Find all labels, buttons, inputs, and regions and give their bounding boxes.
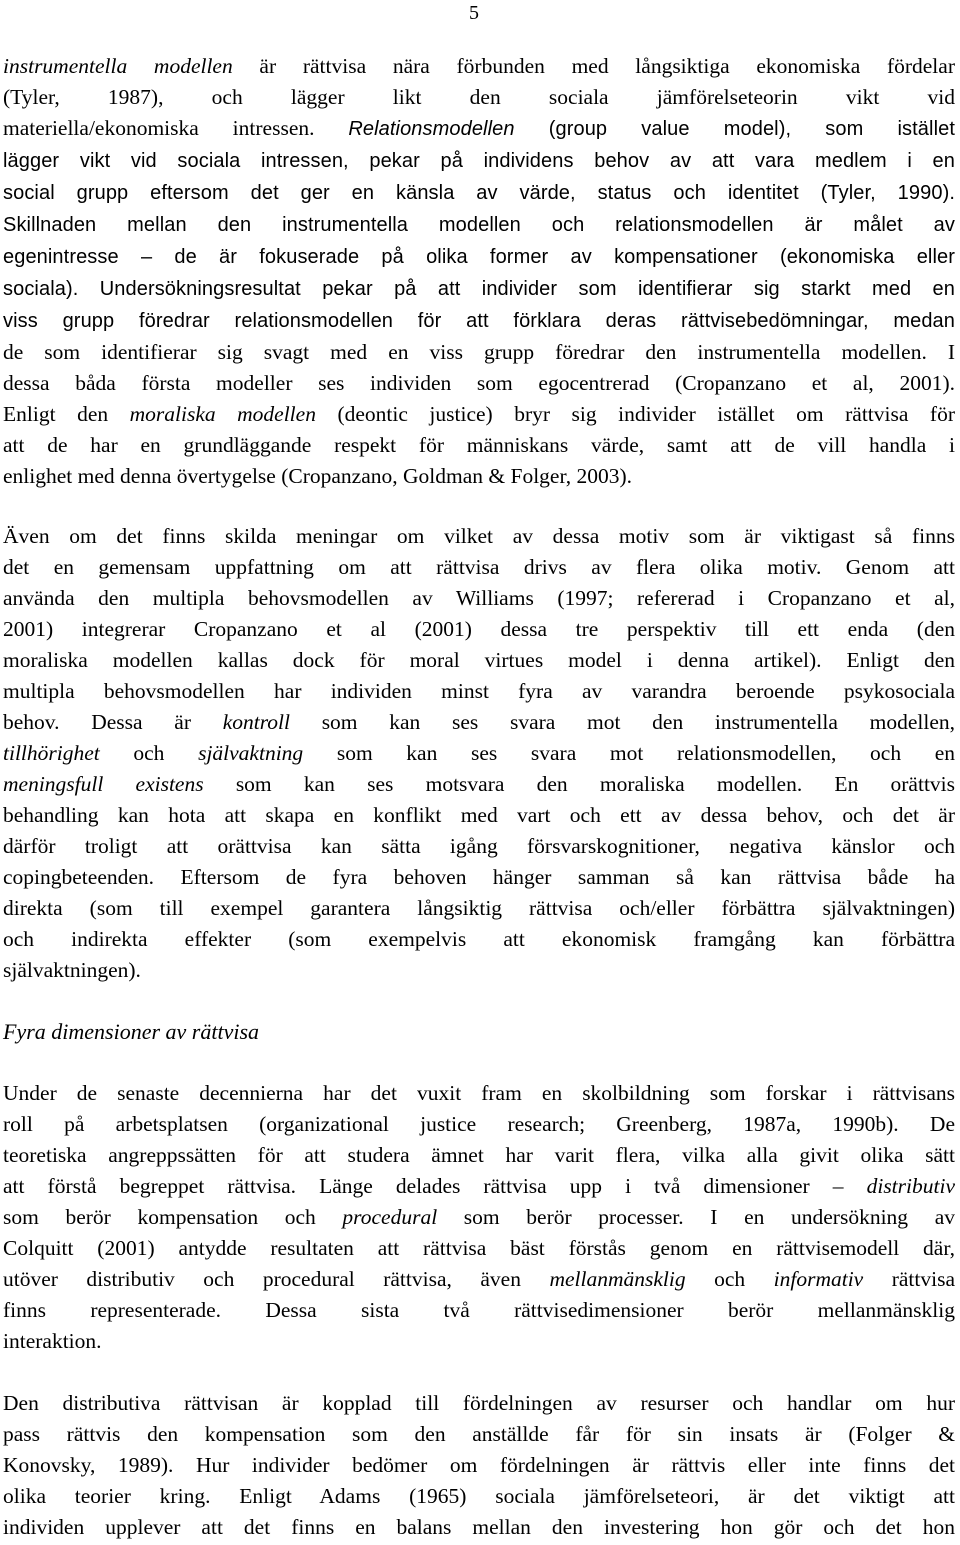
text-line	[3, 1078, 955, 1109]
text-line	[3, 614, 955, 645]
emphasized-term: informativ	[773, 1267, 864, 1291]
text-line	[3, 955, 955, 986]
text-line	[3, 430, 955, 461]
text-segment: egenintresse – de är fokuserade på olika former av kompensationer (ekonomiska eller	[3, 246, 955, 268]
emphasized-term: instrumentella modellen	[3, 54, 233, 78]
text-segment: och	[99, 741, 199, 765]
text-line	[3, 1171, 955, 1202]
text-segment: behandling kan hota att skapa en konflikt med vart och ett av dessa behov, och det är	[3, 803, 955, 827]
emphasized-term: mellanmänsklig	[549, 1267, 686, 1291]
text-line	[3, 831, 955, 862]
text-segment: dessa båda första modeller ses individen som egocentrerad (Cropanzano et al, 2001).	[3, 371, 955, 395]
text-segment: Colquitt (2001) antydde resultaten att rättvisa bäst förstås genom en rättvisemodell där,	[3, 1236, 955, 1260]
text-line	[3, 707, 955, 738]
text-line	[3, 676, 955, 707]
text-segment: därför troligt att orättvisa kan sätta igång försvarskognitioner, negativa känslor och	[3, 834, 955, 858]
text-segment: roll på arbetsplatsen (organizational justice research; Greenberg, 1987a, 1990b). De	[3, 1112, 955, 1136]
paragraph-3	[3, 1078, 955, 1357]
text-segment: rättvisa	[863, 1267, 955, 1291]
text-line	[3, 1109, 955, 1140]
text-segment: (deontic justice) bryr sig individer istället om rättvisa för	[315, 402, 955, 426]
text-line	[3, 461, 955, 492]
text-line	[3, 583, 955, 614]
text-segment: sociala).	[3, 278, 79, 300]
text-line	[3, 1264, 955, 1295]
text-line	[3, 399, 955, 430]
emphasized-term: moraliska modellen	[129, 402, 316, 426]
text-line	[3, 209, 955, 241]
text-segment: lägger vikt vid sociala intressen, pekar på individens behov av att vara medlem i en	[3, 150, 955, 172]
text-line	[3, 521, 955, 552]
text-segment: det en gemensam uppfattning om att rättvisa drivs av flera olika motiv. Genom att	[3, 555, 955, 579]
text-segment: multipla behovsmodellen har individen minst fyra av varandra beroende psykosociala	[3, 679, 955, 703]
text-line	[3, 769, 955, 800]
text-line	[3, 145, 955, 177]
text-line	[3, 1388, 955, 1419]
text-segment: 2001) integrerar Cropanzano et al (2001) dessa tre perspektiv till ett enda (den	[3, 617, 955, 641]
text-segment: är rättvisa nära förbunden med långsiktiga ekonomiska fördelar	[232, 54, 955, 78]
text-line	[3, 1233, 955, 1264]
text-segment: Under de senaste decennierna har det vuxit fram en skolbildning som forskar i rättvisans	[3, 1081, 955, 1105]
text-segment: behov. Dessa är	[3, 710, 223, 734]
text-segment: (Tyler, 1987), och lägger likt den sociala jämförelseteorin vikt vid	[3, 85, 955, 109]
text-segment: viss grupp föredrar relationsmodellen för att förklara deras rättvisebedömningar, medan	[3, 310, 955, 332]
text-segment: som kan ses svara mot den instrumentella modellen,	[289, 710, 955, 734]
text-segment: som berör processer. I en undersökning av	[437, 1205, 955, 1229]
text-line	[3, 1419, 955, 1450]
emphasized-term: meningsfull existens	[3, 772, 204, 796]
text-line	[3, 1202, 955, 1233]
text-line	[3, 51, 955, 82]
text-segment: som kan ses motsvara den moraliska modellen. En orättvis	[203, 772, 956, 796]
text-segment: använda den multipla behovsmodellen av Williams (1997; refererad i Cropanzano et al,	[3, 586, 955, 610]
emphasized-term: kontroll	[222, 710, 290, 734]
page-number: 5	[469, 2, 479, 24]
text-line	[3, 241, 955, 273]
text-line	[3, 893, 955, 924]
text-segment: teoretiska angreppssätten för att studera ämnet har varit flera, vilka alla givit olika sätt	[3, 1143, 955, 1167]
text-segment: utöver distributiv och procedural rättvisa, även	[3, 1267, 550, 1291]
emphasized-term: självaktning	[198, 741, 304, 765]
paragraph-4	[3, 1388, 955, 1543]
text-segment: direkta (som till exempel garantera långsiktig rättvisa och/eller förbättra självaktningen)	[3, 896, 955, 920]
text-line	[3, 1140, 955, 1171]
text-segment: materiella/ekonomiska intressen.	[3, 116, 349, 140]
text-line	[3, 645, 955, 676]
text-segment: som kan ses svara mot relationsmodellen, och en	[303, 741, 956, 765]
text-line	[3, 368, 955, 399]
text-segment: självaktningen).	[3, 958, 141, 982]
text-line	[3, 305, 955, 337]
text-line	[3, 177, 955, 209]
text-segment: social grupp eftersom det ger en känsla av värde, status och identitet (Tyler, 1990).	[3, 182, 955, 204]
text-segment: copingbeteenden. Eftersom de fyra behoven hänger samman så kan rättvisa både ha	[3, 865, 955, 889]
text-segment: olika teorier kring. Enligt Adams (1965) sociala jämförelseteori, är det viktigt att	[3, 1484, 955, 1508]
section-heading: Fyra dimensioner av rättvisa	[3, 1019, 260, 1044]
text-segment: moraliska modellen kallas dock för moral virtues model i denna artikel). Enligt den	[3, 648, 955, 672]
paragraph-2	[3, 521, 955, 986]
emphasized-term: Relationsmodellen	[348, 118, 515, 140]
emphasized-term: procedural	[342, 1205, 438, 1229]
text-line	[3, 82, 955, 113]
text-segment: Konovsky, 1989). Hur individer bedömer om fördelningen är rättvis eller inte finns det	[3, 1453, 955, 1477]
paragraph-1	[3, 51, 955, 492]
text-line	[3, 738, 955, 769]
text-segment: Den distributiva rättvisan är kopplad till fördelningen av resurser och handlar om hur	[3, 1391, 955, 1415]
text-line	[3, 113, 955, 145]
text-segment: och	[685, 1267, 774, 1291]
text-line	[3, 1450, 955, 1481]
text-segment: finns representerade. Dessa sista två rättvisedimensioner berör mellanmänsklig	[3, 1298, 955, 1322]
text-segment: de som identifierar sig svagt med en viss grupp föredrar den instrumentella modellen. I	[3, 340, 955, 364]
text-line	[3, 1481, 955, 1512]
text-line	[3, 924, 955, 955]
emphasized-term: tillhörighet	[3, 741, 100, 765]
text-segment: som berör kompensation och	[3, 1205, 343, 1229]
text-segment: att förstå begreppet rättvisa. Länge delades rättvisa upp i två dimensioner –	[3, 1174, 867, 1198]
text-line	[3, 1326, 955, 1357]
text-line	[3, 862, 955, 893]
text-line	[3, 1512, 955, 1543]
text-line	[3, 337, 955, 368]
text-segment: (group value model), som istället	[514, 118, 955, 140]
emphasized-term: distributiv	[866, 1174, 955, 1198]
text-segment: interaktion.	[3, 1329, 102, 1353]
text-line	[3, 800, 955, 831]
text-segment: enlighet med denna övertygelse (Cropanzano, Goldman & Folger, 2003).	[3, 464, 633, 488]
text-segment: individen upplever att det finns en balans mellan den investering hon gör och det hon	[3, 1515, 955, 1539]
text-segment: pass rättvis den kompensation som den anställde får för sin insats är (Folger &	[3, 1422, 955, 1446]
text-segment: att de har en grundläggande respekt för människans värde, samt att de vill handla i	[3, 433, 955, 457]
text-line	[3, 552, 955, 583]
text-segment: och indirekta effekter (som exempelvis att ekonomisk framgång kan förbättra	[3, 927, 955, 951]
text-line	[3, 1295, 955, 1326]
text-segment: Skillnaden mellan den instrumentella modellen och relationsmodellen är målet av	[3, 214, 955, 236]
text-segment: Enligt den	[3, 402, 130, 426]
text-segment: Undersökningsresultat pekar på att individer som identifierar sig starkt med en	[78, 278, 955, 300]
text-line	[3, 273, 955, 305]
text-segment: Även om det finns skilda meningar om vilket av dessa motiv som är viktigast så finns	[3, 524, 955, 548]
